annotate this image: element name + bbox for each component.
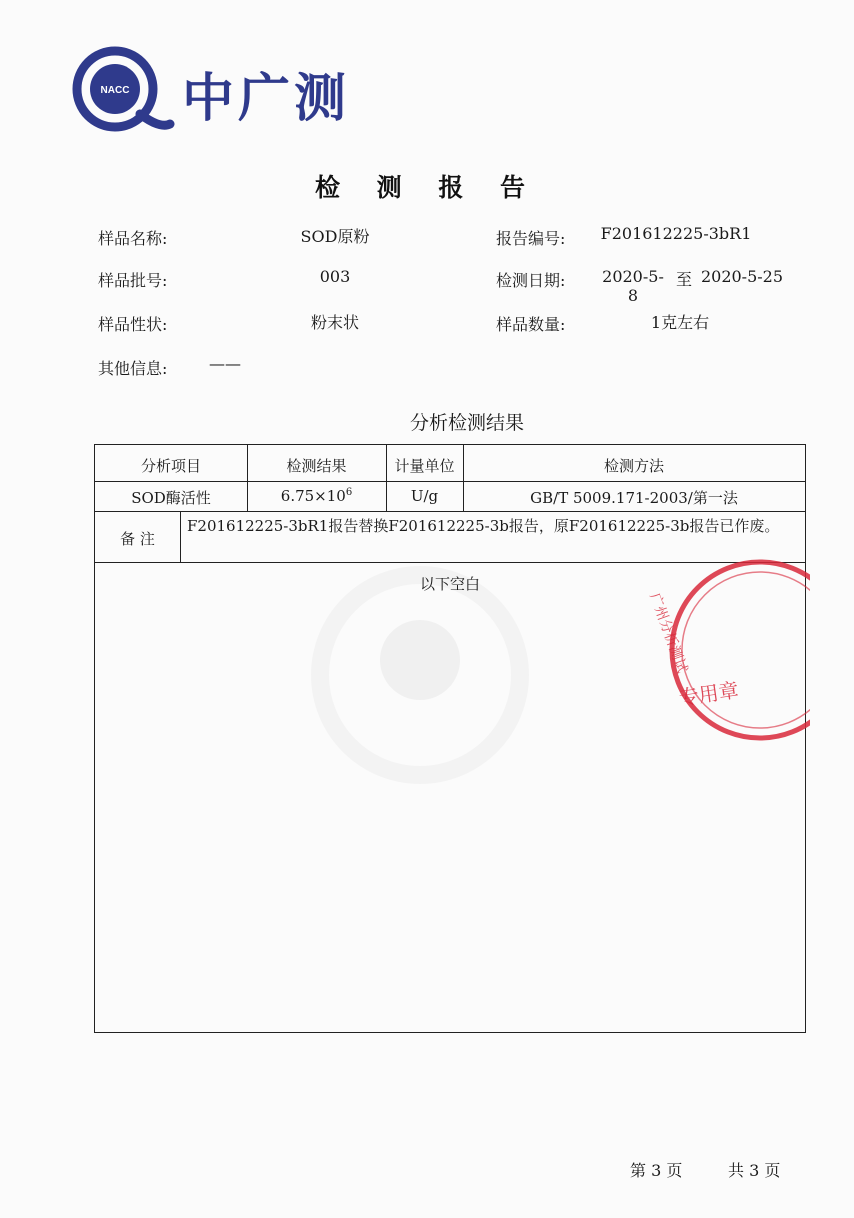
section-title: 分析检测结果 [409,412,524,434]
report-title: 检 测 报 告 [314,173,540,202]
seal-stamp-icon [620,555,810,755]
sample-name-label: 样品名称: [98,229,168,248]
batch-label: 样品批号: [98,271,168,290]
row-method: GB/T 5009.171-2003/第一法 [530,489,738,507]
quantity-value: 1克左右 [650,313,710,332]
quantity-label: 样品数量: [496,315,566,334]
test-date-to: 2020-5-25 [700,267,784,286]
logo-badge-text: NACC [100,85,130,96]
remark-text: F201612225-3bR1报告替换F201612225-3b报告，原F201612225-3b报告已作废。 [187,517,780,535]
row-item: SOD酶活性 [131,489,211,507]
row-result [247,487,386,505]
brand-name: 中广测 [182,69,351,129]
test-date-from: 2020-5-8 [602,267,664,305]
row-result-exponent: 6 [345,487,353,498]
other-info-value: —— [209,354,241,373]
test-date-to-word: 至 [675,270,692,289]
header-method: 检测方法 [603,457,664,475]
state-label: 样品性状: [98,315,168,334]
sample-name-value: SOD原粉 [300,227,370,246]
state-value: 粉末状 [310,313,359,332]
remark-label: 备 注 [120,530,155,548]
page-total: 共 3 页 [728,1161,781,1180]
report-no-value: F201612225-3bR1 [600,224,752,243]
svg-text:广州分析测试: 广州分析测试 [646,590,691,676]
blank-note: 以下空白 [419,575,480,593]
page-current: 第 3 页 [630,1161,683,1180]
report-no-label: 报告编号: [496,229,566,248]
batch-value: 003 [319,267,351,286]
header-item: 分析项目 [140,457,201,475]
header-unit: 计量单位 [394,457,455,475]
svg-text:专用章: 专用章 [677,677,741,710]
test-date-label: 检测日期: [496,271,566,290]
row-result-base: 6.75×10 [280,487,346,505]
other-info-label: 其他信息: [98,359,168,378]
header-result: 检测结果 [286,457,347,475]
row-unit: U/g [410,487,439,505]
